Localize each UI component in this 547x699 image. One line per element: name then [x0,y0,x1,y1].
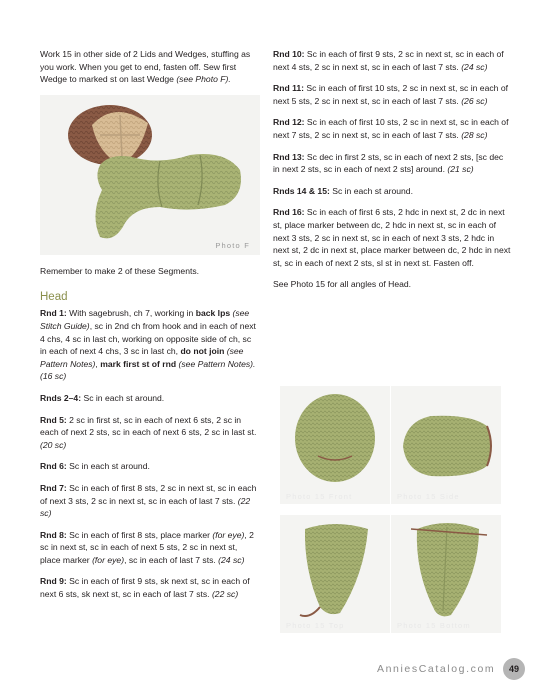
rnd-text: Sc in each of first 8 sts, 2 sc in next st, sc in each of next 3 sts, 2 sc in next st, sc in each of last 7 sts. [40,482,257,506]
crochet-head-front-image [280,386,390,504]
photo-15-top [280,515,390,633]
intro-text: Work 15 in other side of 2 Lids and Wedges, stuffing as you work. When you get to end, fasten off. Sew first Wedge to marked st on last Wedge [40,49,251,85]
rnd-text: With sagebrush, ch 7, working in [66,308,196,319]
rnd-note: (see Pattern Notes) [40,346,244,369]
rnd-5 [40,414,260,452]
rnd-text: Sc in each st around. [81,392,165,403]
rnd-note: (for eye) [92,554,125,565]
rnd-text: Sc in each of first 6 sts, 2 hdc in next st, 2 dc in next st, place marker between dc, 2 hdc in next st, sc in each of next 3 sts, 2 sc in next st, sc in each of next 3 sts, 2 hdc in next st, 2 dc in next st, place marker between dc, 2 hdc in next st, sc in each of next 2 sts, sl st in next st. Fasten off. [273,207,511,268]
rnd-label: Rnd 12: [273,117,305,128]
stitch-count: (16 sc) [40,371,67,382]
rnd-text: Sc dec in first 2 sts, sc in each of next 2 sts, [sc dec in next 2 sts, sc in each of next 2 sts] around. [273,151,504,175]
photo-15-front [280,386,390,504]
rnd-emphasis: back lps [195,308,231,319]
rnd-8 [40,529,260,567]
crochet-head-bottom-image [391,515,501,633]
rnd-text: Sc in each of first 9 sts, sk next st, sc in each of next 6 sts, sk next st, sc in each of last 7 sts. [40,576,250,600]
right-column [273,48,511,300]
rnd-2-4 [40,392,260,405]
rnd-label: Rnd 16: [273,207,305,218]
page-number: 49 [503,658,525,680]
rnd-emphasis: do not join [180,346,225,357]
photo-f [40,95,260,255]
rnd-label: Rnd 6: [40,461,67,472]
crochet-head-top-image [280,515,390,633]
rnd-note: (see Pattern Notes). [176,358,256,369]
rnd-text: Sc in each of first 10 sts, 2 sc in next st, sc in each of next 5 sts, 2 sc in next st, sc in each of last 7 sts. [273,83,509,106]
stitch-count: (22 sc) [40,495,251,519]
rnd-1 [40,307,260,383]
photo-15-front-caption: Photo 15 Front [286,492,353,501]
rnd-text: , sc in each of last 7 sts. [124,554,216,565]
rnd-label: Rnds 2–4: [40,392,82,403]
rnd-text: 2 sc in first st, sc in each of next 6 sts, 2 sc in each of next 2 sts, sc in each of next 6 sts, 2 sc in last st. [40,414,257,438]
rnd-6 [40,460,260,473]
rnd-16 [273,206,511,269]
stitch-count: (24 sc) [458,61,488,72]
stitch-count: (24 sc) [215,554,245,565]
rnd-text: , [95,358,101,369]
rnd-10 [273,48,511,73]
rnd-label: Rnd 10: [273,49,305,59]
rnd-label: Rnd 13: [273,151,305,162]
stitch-count: (26 sc) [458,95,488,106]
rnd-text: Sc in each of first 9 sts, 2 sc in next st, sc in each of next 4 sts, 2 sc in next st, sc in each of last 7 sts. [273,49,504,72]
photo-15-bottom [391,515,501,633]
stitch-count: (28 sc) [458,129,488,140]
photo-15-side-caption: Photo 15 Side [397,492,460,501]
stitch-count: (22 sc) [209,589,239,600]
stitch-count: (21 sc) [444,164,474,175]
rnd-text: Sc in each st around. [66,461,150,472]
intro-paragraph [40,48,260,86]
rnd-label: Rnd 7: [40,482,67,493]
rnd-text: Sc in each of first 10 sts, 2 sc in next st, sc in each of next 7 sts, 2 sc in next st, sc in each of last 7 sts. [273,117,509,140]
rnd-note: (for eye) [212,529,245,540]
crochet-head-side-image [391,386,501,504]
photo-15-side [391,386,501,504]
rnd-label: Rnd 11: [273,83,305,94]
rnd-11 [273,82,511,107]
rnd-label: Rnd 8: [40,529,67,540]
intro-photo-ref: (see Photo F). [176,74,231,85]
stitch-count: (20 sc) [40,439,67,450]
rnd-9 [40,575,260,600]
rnd-13 [273,151,511,176]
rnd-note: (see Stitch Guide) [40,308,250,331]
crochet-segment-image [40,95,260,255]
rnd-text: Sc in each st around. [329,185,413,196]
left-column [40,48,260,610]
rnd-14-15 [273,185,511,198]
rnd-label: Rnd 9: [40,576,67,587]
rnd-text: Sc in each of first 8 sts, place marker [66,529,213,540]
remember-note: Remember to make 2 of these Segments. [40,265,200,276]
rnd-label: Rnd 5: [40,414,67,425]
rnd-emphasis: mark first st of rnd [100,358,177,369]
footer-website: AnniesCatalog.com [377,663,496,675]
photo-15-top-caption: Photo 15 Top [286,621,345,630]
see-photo-note: See Photo 15 for all angles of Head. [273,279,412,290]
rnd-label: Rnds 14 & 15: [273,185,330,196]
rnd-7 [40,482,260,520]
rnd-label: Rnd 1: [40,308,67,319]
head-section-title: Head [40,291,68,304]
photo-f-caption: Photo F [215,240,250,250]
rnd-text: , 2 sc in next st, sc in each of next 5 sts, 2 sc in next st, place marker [40,529,254,565]
photo-15-bottom-caption: Photo 15 Bottom [397,621,471,630]
rnd-text: , sc in 2nd ch from hook and in each of next 4 chs, 4 sc in last ch, working on opposite side of ch, sc in each of next 4 chs, 3 sc in last ch, [40,320,256,357]
rnd-12 [273,116,511,141]
